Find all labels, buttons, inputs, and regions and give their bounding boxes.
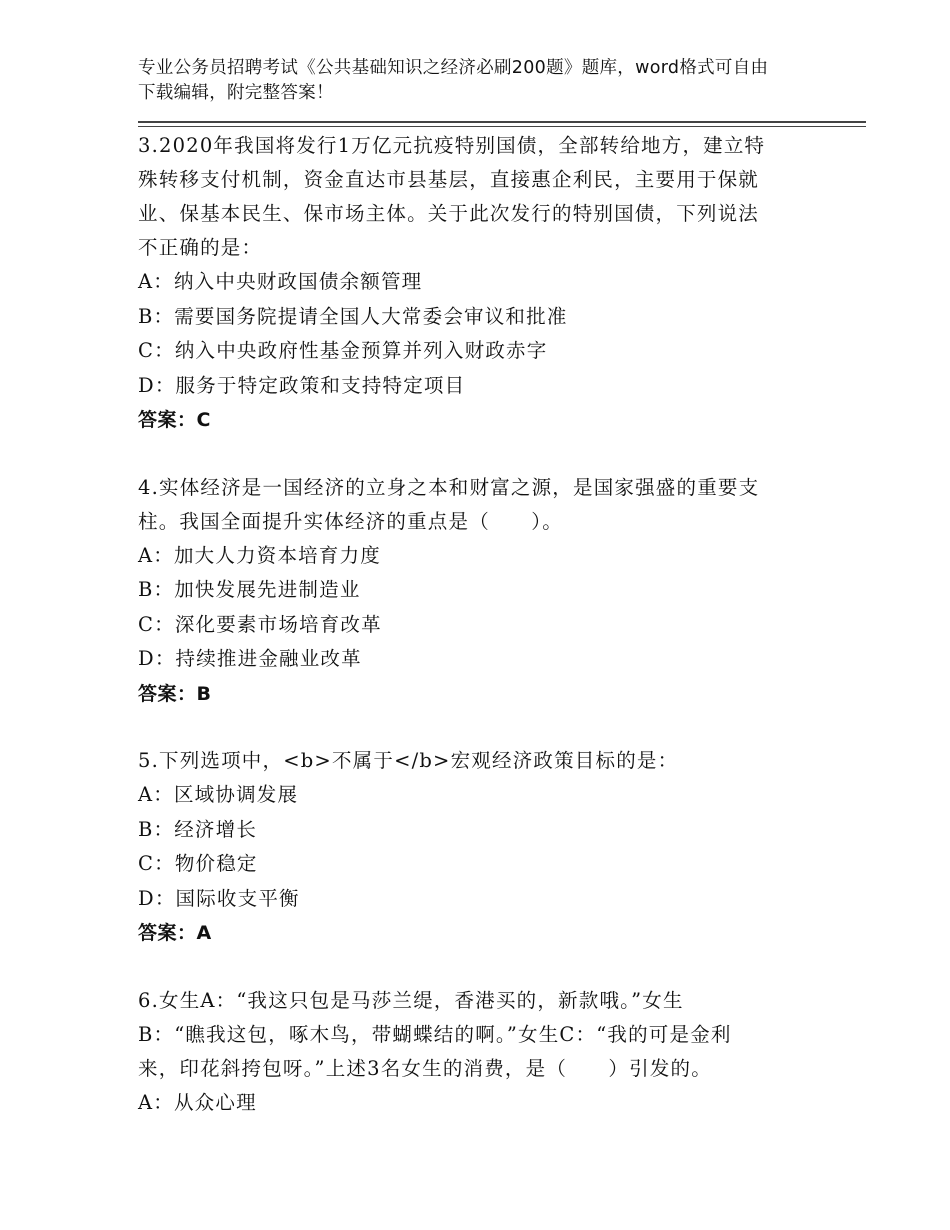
question-5-option-a: A：区域协调发展 [138, 783, 299, 806]
question-5-option-c: C：物价稳定 [138, 852, 258, 875]
question-6-stem-line-1: 6.女生A：“我这只包是马莎兰缇，香港买的，新款哦。”女生 [138, 988, 684, 1012]
question-3 [138, 129, 828, 438]
header-line-2: 下载编辑，附完整答案！ [138, 83, 334, 103]
question-3-stem-line-2: 殊转移支付机制，资金直达市县基层，直接惠企利民，主要用于保就 [138, 168, 760, 191]
question-3-stem-line-3: 业、保基本民生、保市场主体。关于此次发行的特别国债，下列说法 [138, 202, 760, 225]
question-4-option-a: A：加大人力资本培育力度 [138, 543, 381, 567]
document-header [138, 56, 818, 106]
question-4-option-d: D：持续推进金融业改革 [138, 647, 362, 670]
question-3-option-a: A：纳入中央财政国债余额管理 [138, 270, 423, 293]
question-3-answer: 答案：C [138, 409, 211, 431]
question-6-stem-line-2: B：“瞧我这包，啄木鸟，带蝴蝶结的啊。”女生C：“我的可是金利 [138, 1022, 732, 1046]
question-4 [138, 471, 828, 712]
question-spacer [138, 438, 828, 471]
question-5-answer: 答案：A [138, 922, 212, 944]
question-4-stem-line-1: 4.实体经济是一国经济的立身之本和财富之源，是国家强盛的重要支 [138, 475, 760, 499]
question-4-answer: 答案：B [138, 682, 212, 705]
question-3-option-d: D：服务于特定政策和支持特定项目 [138, 373, 466, 397]
question-3-stem-line-4: 不正确的是： [138, 236, 263, 259]
question-3-option-b: B：需要国务院提请全国人大常委会审议和批准 [138, 304, 568, 328]
header-divider-thin [138, 126, 866, 127]
question-5-option-b: B：经济增长 [138, 817, 258, 841]
question-3-option-c: C：纳入中央政府性基金预算并列入财政赤字 [138, 339, 548, 362]
header-line-1: 专业公务员招聘考试《公共基础知识之经济必刷200题》题库，word格式可自由 [138, 58, 769, 78]
question-6 [138, 984, 828, 1121]
question-6-stem-line-3: 来，印花斜挎包呀。”上述3名女生的消费，是（ ）引发的。 [138, 1056, 712, 1080]
header-divider-thick [138, 121, 866, 123]
question-spacer [138, 711, 828, 744]
question-6-option-a: A：从众心理 [138, 1090, 257, 1114]
question-list [138, 129, 828, 1120]
question-4-stem-line-2: 柱。我国全面提升实体经济的重点是（ ）。 [138, 509, 563, 533]
question-3-stem-line-1: 3.2020年我国将发行1万亿元抗疫特别国债，全部转给地方，建立特 [138, 134, 766, 157]
question-5 [138, 744, 828, 951]
question-spacer [138, 951, 828, 984]
question-5-option-d: D：国际收支平衡 [138, 886, 300, 910]
question-5-stem-line-1: 5.下列选项中，<b>不属于</b>宏观经济政策目标的是： [138, 749, 679, 772]
question-4-option-b: B：加快发展先进制造业 [138, 578, 361, 601]
question-4-option-c: C：深化要素市场培育改革 [138, 612, 382, 636]
